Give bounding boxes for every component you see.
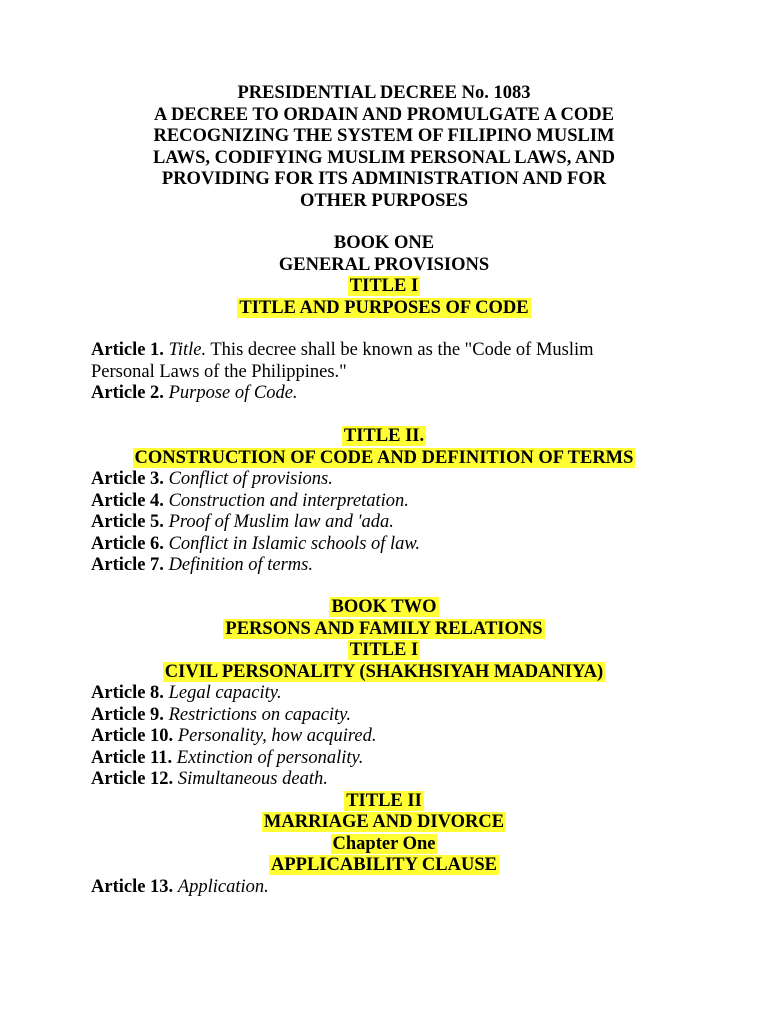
article-1: Article 1. Title. This decree shall be known as the "Code of Muslim bbox=[91, 340, 594, 360]
article-11: Article 11. Extinction of personality. bbox=[91, 747, 364, 768]
book-two-title-ii-number: TITLE II bbox=[346, 790, 422, 811]
title-ii-name: CONSTRUCTION OF CODE AND DEFINITION OF TERMS bbox=[134, 447, 634, 468]
article-9: Article 9. Restrictions on capacity. bbox=[91, 704, 351, 725]
book-one-heading: BOOK ONE bbox=[333, 233, 435, 253]
article-6: Article 6. Conflict in Islamic schools of law. bbox=[91, 533, 421, 554]
article-3: Article 3. Conflict of provisions. bbox=[91, 469, 333, 489]
article-5: Article 5. Proof of Muslim law and 'ada. bbox=[91, 512, 394, 532]
article-8: Article 8. Legal capacity. bbox=[91, 683, 282, 703]
article-13: Article 13. Application. bbox=[91, 876, 269, 897]
decree-number: PRESIDENTIAL DECREE No. 1083 bbox=[237, 83, 531, 103]
chapter-name: APPLICABILITY CLAUSE bbox=[271, 855, 497, 875]
decree-title-line: OTHER PURPOSES bbox=[299, 190, 469, 211]
title-ii-number: TITLE II. bbox=[343, 426, 425, 446]
article-4: Article 4. Construction and interpretation. bbox=[91, 490, 409, 511]
book-two-subtitle: PERSONS AND FAMILY RELATIONS bbox=[225, 618, 543, 639]
article-1-continued: Personal Laws of the Philippines." bbox=[91, 361, 347, 382]
chapter-heading: Chapter One bbox=[332, 833, 436, 854]
decree-title-line: PROVIDING FOR ITS ADMINISTRATION AND FOR bbox=[161, 169, 607, 189]
title-i-number: TITLE I bbox=[349, 276, 419, 296]
book-two-title-i-number: TITLE I bbox=[349, 640, 419, 660]
article-12: Article 12. Simultaneous death. bbox=[91, 769, 328, 789]
article-10: Article 10. Personality, how acquired. bbox=[91, 726, 377, 746]
decree-title-line: LAWS, CODIFYING MUSLIM PERSONAL LAWS, AND bbox=[152, 147, 616, 168]
article-7: Article 7. Definition of terms. bbox=[91, 555, 313, 575]
decree-title-line: RECOGNIZING THE SYSTEM OF FILIPINO MUSLIM bbox=[153, 126, 615, 146]
decree-title-line: A DECREE TO ORDAIN AND PROMULGATE A CODE bbox=[154, 104, 614, 125]
book-one-subtitle: GENERAL PROVISIONS bbox=[278, 254, 490, 275]
book-two-title-ii-name: MARRIAGE AND DIVORCE bbox=[263, 812, 505, 832]
title-i-name: TITLE AND PURPOSES OF CODE bbox=[239, 297, 529, 318]
book-two-heading: BOOK TWO bbox=[331, 597, 437, 617]
book-two-title-i-name: CIVIL PERSONALITY (SHAKHSIYAH MADANIYA) bbox=[164, 661, 604, 682]
article-2: Article 2. Purpose of Code. bbox=[91, 383, 298, 403]
